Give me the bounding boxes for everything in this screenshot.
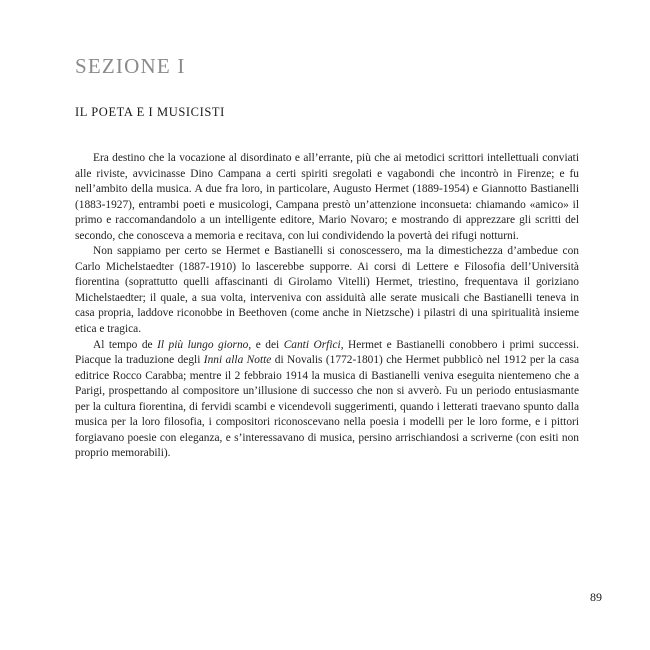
paragraph-text: , Hermet e Bastianelli conobbero i primi successi. Piacque la traduzione degli (75, 338, 579, 367)
italic-title-text: Il più lungo giorno (157, 338, 249, 351)
paragraph-text: Era destino che la vocazione al disordinato e all’errante, più che ai metodici scrittori intellettuali conviati alle riviste, avvicinasse Dino Campana a certi spiriti sregolati e vagabondi che incontrò in Firenze; e fu nell’ambito della musica. A due fra loro, in particolare, Augusto Hermet (1889-1954) e Giannotto Bastianelli (1883-1927), entrambi poeti e musicologi, Campana prestò un’attenzione inconsueta: chiamando «amico» il primo e raccomandandolo a un intelligente editore, Mario Novaro; e mostrando di apprezzare gli scritti del secondo, che conosceva a memoria e recitava, con lui condividendo la povertà dei rifugi notturni. (75, 152, 579, 242)
paragraph-text: di Novalis (1772-1801) che Hermet pubblicò nel 1912 per la casa editrice Rocco Carabba; mentre il 2 febbraio 1914 la musica di Bastianelli veniva eseguita nientemeno che a Parigi, prospettando al compositore un’illusione di successo che non si avverò. Fu un periodo entusiasmante per la cultura fiorentina, di fervidi scambi e vicendevoli suggerimenti, quando i letterati traevano spunto dalla musica per la loro filosofia, i compositori riconoscevano nella poesia i modelli per le loro forme, e i pittori forgiavano poesie con eleganza, e s’interessavano di musica, persino arrischiandosi a scriverne (con esiti non proprio memorabili). (75, 354, 580, 460)
chapter-title: IL POETA E I MUSICISTI (75, 105, 225, 119)
paragraph-2 (75, 244, 579, 337)
paragraph-text: Non sappiamo per certo se Hermet e Bastianelli si conoscessero, ma la dimestichezza d’ambedue con Carlo Michelstaedter (1887-1910) lo lascerebbe supporre. Ai corsi di Lettere e Filosofia dell’Università fiorentina (soprattutto quelli affascinanti di Girolamo Vitelli) Hermet, triestino, frequentava il goriziano Michelstaedter; il quale, a sua volta, interveniva con assiduità alle serate musicali che Bastianelli teneva in casa propria, laddove riconobbe in Beethoven (come anche in Nietzsche) i pilastri di una spiritualità insieme etica e tragica. (75, 245, 579, 336)
paragraph-text: , e dei (248, 338, 284, 351)
paragraph-3 (75, 338, 579, 462)
paragraph-text: Al tempo de (93, 338, 158, 351)
italic-title-text: Canti Orfici (283, 338, 341, 351)
page-number: 89 (590, 590, 602, 604)
paragraph-1 (75, 151, 579, 244)
italic-title-text: Inni alla Notte (203, 354, 272, 367)
section-heading: SEZIONE I (75, 54, 186, 78)
body-text (75, 151, 579, 462)
